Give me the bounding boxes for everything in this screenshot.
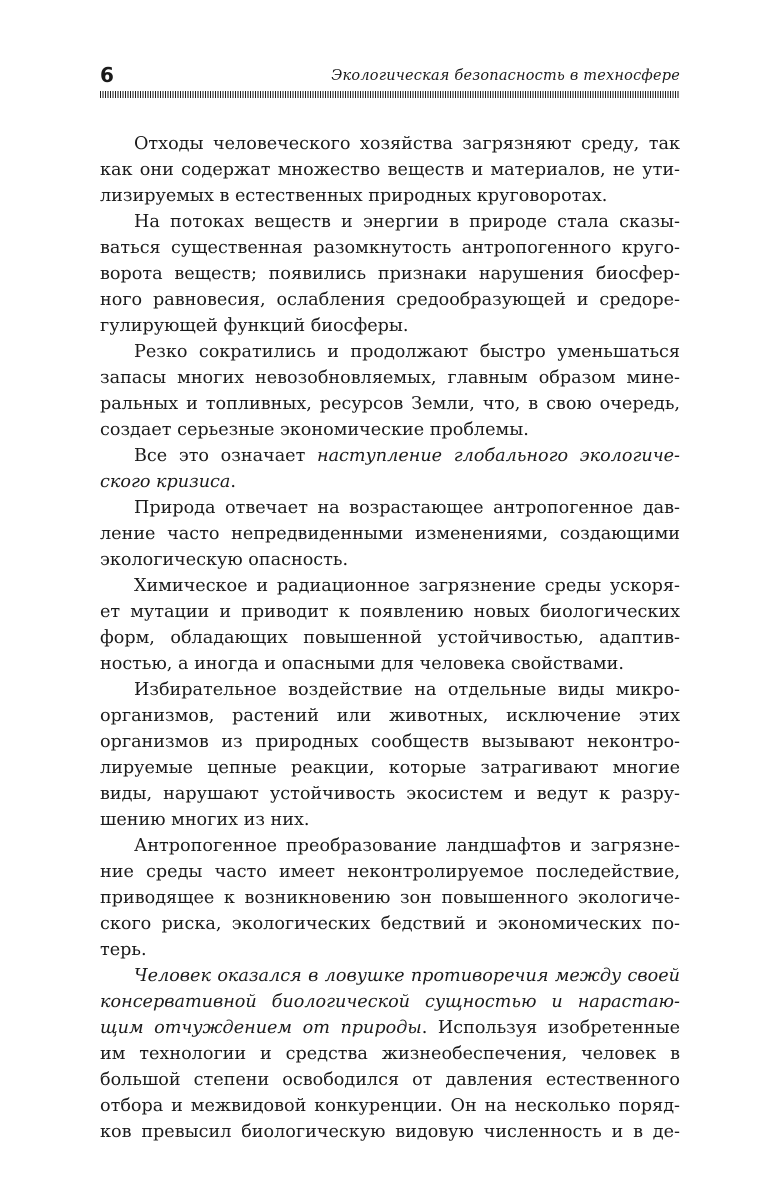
- page-number: 6: [100, 63, 114, 87]
- text-line: ет мутации и приводит к появлению новых биологических: [100, 602, 680, 622]
- text-line: ностью, а иногда и опасными для человека свойствами.: [100, 654, 624, 674]
- paragraph-7: [100, 677, 680, 833]
- text-line: отбора и межвидовой конкуренции. Он на несколько поряд-: [100, 1096, 680, 1116]
- text-line: [100, 443, 680, 469]
- text-line: шению многих из них.: [100, 810, 310, 830]
- running-title: Экологическая безопасность в техносфере: [331, 68, 680, 84]
- text-line: На потоках веществ и энергии в природе стала сказы-: [134, 212, 680, 232]
- text-line: Отходы человеческого хозяйства загрязняют среду, так: [134, 134, 680, 154]
- text-line: Антропогенное преобразование ландшафтов и загрязне-: [134, 836, 680, 856]
- text-line: Избирательное воздействие на отдельные виды микро-: [134, 680, 680, 700]
- text-line: приводящее к возникновению зон повышенного экологиче-: [100, 888, 680, 908]
- text-line: лируемые цепные реакции, которые затрагивают многие: [100, 758, 680, 778]
- paragraph-2: [100, 209, 680, 339]
- paragraph-8: [100, 833, 680, 963]
- body-text: [100, 131, 680, 1145]
- text-fragment: Все это означает: [134, 446, 317, 466]
- page-header: [100, 62, 680, 88]
- paragraph-3: [100, 339, 680, 443]
- text-line: Природа отвечает на возрастающее антропогенное дав-: [134, 498, 680, 518]
- text-line: ваться существенная разомкнутость антропогенного круго-: [100, 238, 680, 258]
- text-line: ков превысил биологическую видовую численность и в де-: [100, 1122, 680, 1142]
- emphasis-text: консервативной биологической сущностью и нарастаю-: [100, 992, 680, 1012]
- text-line: ление часто непредвиденными изменениями, создающими: [100, 524, 680, 544]
- paragraph-9: [100, 963, 680, 1145]
- text-line: экологическую опасность.: [100, 550, 349, 570]
- text-line: [100, 1015, 680, 1041]
- emphasis-text: Человек оказался в ловушке противоречия между своей: [134, 966, 680, 986]
- text-line: гулирующей функций биосферы.: [100, 316, 409, 336]
- text-line: организмов из природных сообществ вызывают неконтро-: [100, 732, 680, 752]
- emphasis-text: наступление глобального экологиче-: [316, 446, 680, 466]
- text-line: терь.: [100, 940, 147, 960]
- emphasis-text: щим отчуждением от природы: [100, 1018, 422, 1038]
- text-line: [100, 989, 680, 1015]
- emphasis-text: ского кризиса: [100, 472, 231, 492]
- text-line: создает серьезные экономические проблемы.: [100, 420, 529, 440]
- text-line: виды, нарушают устойчивость экосистем и ведут к разру-: [100, 784, 680, 804]
- text-line: лизируемых в естественных природных круговоротах.: [100, 186, 608, 206]
- text-line: организмов, растений или животных, исключение этих: [100, 706, 680, 726]
- text-line: как они содержат множество веществ и материалов, не ути-: [100, 160, 680, 180]
- text-line: запасы многих невозобновляемых, главным образом мине-: [100, 368, 680, 388]
- paragraph-4: [100, 443, 680, 495]
- text-line: им технологии и средства жизнеобеспечения, человек в: [100, 1044, 680, 1064]
- text-line: форм, обладающих повышенной устойчивостью, адаптив-: [100, 628, 680, 648]
- text-fragment: .: [230, 472, 236, 492]
- text-line: большой степени освободился от давления естественного: [100, 1070, 680, 1090]
- text-line: ворота веществ; появились признаки нарушения биосфер-: [100, 264, 680, 284]
- book-page: [100, 62, 680, 1145]
- text-line: [100, 469, 680, 495]
- paragraph-6: [100, 573, 680, 677]
- text-line: Химическое и радиационное загрязнение среды ускоря-: [134, 576, 680, 596]
- paragraph-5: [100, 495, 680, 573]
- header-rule: [100, 91, 680, 98]
- text-line: ского риска, экологических бедствий и экономических по-: [100, 914, 680, 934]
- paragraph-1: [100, 131, 680, 209]
- text-line: ральных и топливных, ресурсов Земли, что, в свою очередь,: [100, 394, 680, 414]
- text-line: Резко сократились и продолжают быстро уменьшаться: [134, 342, 680, 362]
- text-line: ного равновесия, ослабления средообразующей и средоре-: [100, 290, 680, 310]
- text-line: [100, 963, 680, 989]
- text-fragment: . Используя изобретенные: [421, 1018, 681, 1038]
- text-line: ние среды часто имеет неконтролируемое последействие,: [100, 862, 680, 882]
